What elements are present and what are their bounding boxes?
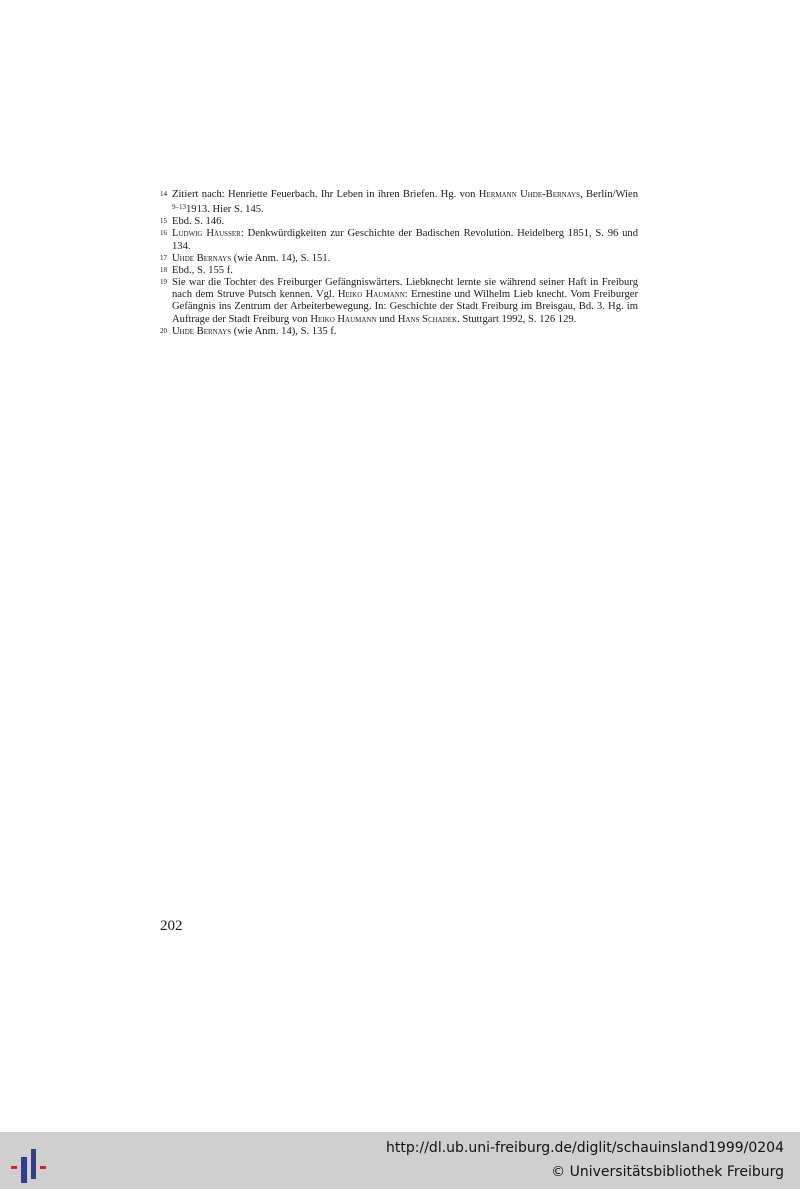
footnote-number: 20 — [160, 326, 167, 335]
university-library-logo-icon[interactable] — [8, 1140, 52, 1184]
footnote-19 — [160, 277, 638, 326]
footnote-text: Zitiert nach: Henriette Feuerbach. Ihr Leben in ihren Briefen. Hg. von — [172, 189, 479, 200]
footnote-16 — [160, 228, 638, 252]
page-number: 202 — [160, 918, 183, 934]
footnote-text: Ebd. S. 146. — [172, 216, 225, 228]
footnote-text: und — [376, 313, 398, 325]
footnote-text: (wie Anm. 14), S. 135 f. — [231, 325, 337, 337]
author-name: Hans Schadek — [397, 313, 458, 325]
footnote-number: 15 — [160, 217, 167, 226]
author-name: Hermann Uhde-Bernays, — [478, 189, 583, 200]
footnote-number: 18 — [160, 265, 167, 274]
footnote-15 — [160, 216, 638, 228]
footnote-18 — [160, 265, 638, 277]
author-name: Uhde Bernays — [172, 252, 232, 264]
author-name: Uhde Bernays — [172, 325, 232, 337]
footnote-number: 19 — [160, 278, 167, 287]
footnote-17 — [160, 253, 638, 265]
footnote-text: . Stuttgart 1992, S. 126 129. — [457, 313, 577, 325]
footnote-20 — [160, 326, 638, 338]
footnote-text: 1913. Hier S. 145. — [186, 204, 264, 216]
footnote-number: 14 — [160, 190, 167, 198]
footnote-text: Berlin/Wien — [582, 189, 638, 200]
footnote-number: 16 — [160, 229, 167, 238]
footnote-text: : Ernestine und Wilhelm Lieb knecht. Vom Freiburger Gefängnis ins Zentrum der Arbeiterbewegung. In: Geschichte der Stadt Freiburg im Breisgau, Bd. 3. Hg. im Auftrage der Stadt Freiburg von — [172, 289, 638, 325]
author-name: Ludwig Häusser — [172, 228, 241, 240]
footnote-text: Sie war die Tochter des Freiburger Gefängniswärters. Liebknecht lernte sie während seiner Haft in Freiburg nach dem Struve Putsch kennen. Vgl. — [172, 277, 638, 301]
author-name: Heiko Haumann — [337, 289, 405, 301]
footnote-text: : Denkwürdigkeiten zur Geschichte der Badischen Revolution. Heidelberg 1851, S. 96 und 134. — [172, 228, 639, 252]
footnote-number: 17 — [160, 253, 167, 262]
edition-superscript: 9–13 — [172, 203, 186, 212]
footnotes — [160, 189, 638, 338]
footnote-14 — [160, 189, 638, 216]
author-name: Heiko Haumann — [310, 313, 377, 325]
footnote-text: Ebd., S. 155 f. — [172, 264, 233, 276]
footer-bar — [0, 1132, 800, 1189]
copyright-text: © Universitätsbibliothek Freiburg — [551, 1164, 784, 1180]
document-url-link[interactable]: http://dl.ub.uni-freiburg.de/diglit/schauinsland1999/0204 — [386, 1140, 784, 1156]
footnote-text: (wie Anm. 14), S. 151. — [231, 252, 331, 264]
